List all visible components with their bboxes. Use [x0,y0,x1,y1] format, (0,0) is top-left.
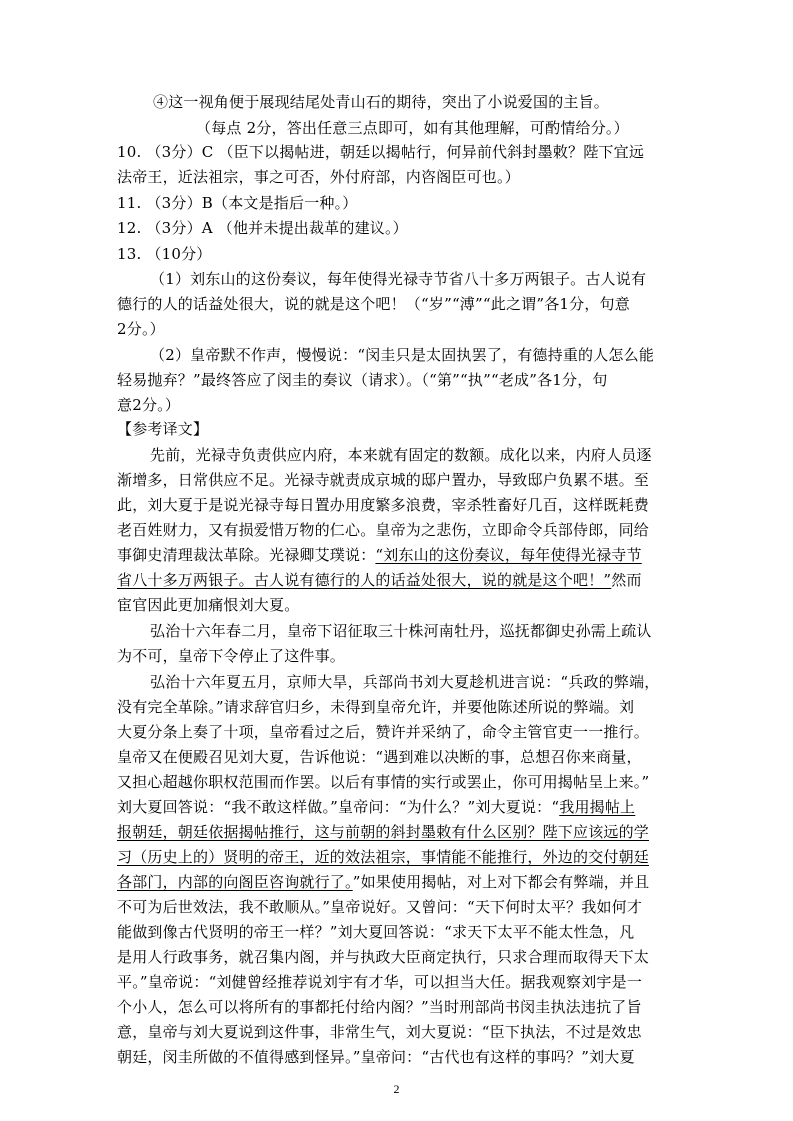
underlined-sentence: 我用揭帖上 [559,798,636,816]
translation-line: 皇帝又在便殿召见刘大夏，告诉他说：“遇到难以决断的事，总想召你来商量， [117,748,642,766]
translation-line [117,544,642,566]
translation-line: 大夏分条上奏了十项，皇帝看过之后，赞许并采纳了，命令主管官吏一一推行。 [117,723,650,741]
translation-heading: 【参考译文】 [117,420,209,438]
translation-line: 意，皇帝与刘大夏说到这件事，非常生气，刘大夏说：“臣下执法，不过是效忠 [117,1023,642,1041]
translation-line [117,569,642,591]
translation-line: 宦官因此更加痛恨刘大夏。 [117,596,300,614]
answer-12: 12. （3分）A （他并未提出裁革的建议。） [117,219,408,237]
answer-10-line-1: 10. （3分）C （臣下以揭帖进，朝廷以揭帖行，何异前代斜封墨敕？陛下宜远 [117,143,645,161]
translation-text: 然而 [611,571,642,589]
underlined-sentence: 各部门，内部的向阁臣咨询就行了。 [117,873,353,891]
answer-9-point-4: ④这一视角便于展现结尾处青山石的期待，突出了小说爱国的主旨。 [153,93,610,111]
answer-13-2-line-1: （2）皇帝默不作声，慢慢说：“闵圭只是太固执罢了，有德持重的人怎么能 [150,346,655,364]
translation-text: ”如果使用揭帖，对上对下都会有弊端，并且 [352,873,650,891]
page-number: 2 [393,1082,400,1096]
answer-11: 11. （3分）B（本文是指后一种。） [117,194,358,212]
underlined-sentence: “刘东山的这份奏议，每年使得光禄寺节 [375,546,642,564]
underlined-sentence: 省八十多万两银子。古人说有德行的人的话益处很大，说的就是这个吧！” [117,571,612,589]
translation-line: 弘治十六年夏五月，京师大旱，兵部尚书刘大夏趁机进言说：“兵政的弊端， [150,673,660,691]
translation-line: 个小人，怎么可以将所有的事都托付给内阁？”当时刑部尚书闵圭执法违抗了旨 [117,998,642,1016]
translation-line [117,796,635,818]
translation-line: 老百姓财力，又有损爱惜万物的仁心。皇帝为之悲伤，立即命令兵部侍郎，同给 [117,521,650,539]
translation-text: 刘大夏回答说：“我不敢这样做。”皇帝问：“为什么？”刘大夏说：“ [117,798,560,816]
translation-line: 渐增多，日常供应不足。光禄寺就责成京城的邸户置办，导致邸户负累不堪。至 [117,471,650,489]
translation-line: 能做到像古代贤明的帝王一样？”刘大夏回答说：“求天下太平不能太性急，凡 [117,923,635,941]
translation-line: 又担心超越你职权范围而作罢。以后有事情的实行或罢止，你可用揭帖呈上来。” [117,773,650,791]
answer-10-line-2: 法帝王，近法祖宗，事之可否，外付府部，内咨阁臣可也。） [117,168,520,186]
answer-13-1-line-1: （1）刘东山的这份奏议，每年使得光禄寺节省八十多万两银子。古人说有 [150,270,647,288]
translation-line: 此，刘大夏于是说光禄寺每日置办用度繁多浪费，宰杀牲畜好几百，这样既耗费 [117,496,650,514]
translation-line: 为不可，皇帝下令停止了这件事。 [117,647,346,665]
translation-line-underlined: 习（历史上的）贤明的帝王，近的效法祖宗，事情能不能推行，外边的交付朝廷 [117,848,650,866]
translation-line: 是用人行政事务，就召集内阁，并与执政大臣商定执行，只求合理而取得天下太 [117,948,650,966]
translation-line: 朝廷，闵圭所做的不值得感到怪异。”皇帝问：“古代也有这样的事吗？”刘大夏 [117,1048,635,1066]
translation-line [117,871,649,893]
translation-line-underlined: 报朝廷，朝廷依据揭帖推行，这与前朝的斜封墨敕有什么区别？陛下应该远的学 [117,823,650,841]
translation-line: 弘治十六年春二月，皇帝下诏征取三十株河南牡丹，巡抚都御史孙需上疏认 [150,622,652,640]
answer-9-scoring-note: （每点 2分，答出任意三点即可，如有其他理解，可酌情给分。） [196,119,629,137]
answer-13-1-line-3: 2分。） [117,320,165,338]
answer-13-2-line-2: 轻易抛弃？”最终答应了闵圭的奏议（请求）。（“第”“执”“老成”各1分，句 [117,371,608,389]
translation-line: 先前，光禄寺负责供应内府，本来就有固定的数额。成化以来，内府人员逐 [150,446,652,464]
answer-13-2-line-3: 意2分。） [117,396,181,414]
answer-13-1-line-2: 德行的人的话益处很大，说的就是这个吧！（“岁”“溥”“此之谓”各1分，句意 [117,295,630,313]
translation-text: 事御史清理裁汰革除。光禄卿艾璞说： [117,546,376,564]
translation-line: 没有完全革除。”请求辞官归乡，未得到皇帝允许，并要他陈述所说的弊端。刘 [117,698,635,716]
answer-13-heading: 13. （10分） [117,245,212,263]
translation-line: 平。”皇帝说：“刘健曾经推荐说刘宇有才华，可以担当大任。据我观察刘宇是一 [117,973,643,991]
translation-line: 不可为后世效法，我不敢顺从。”皇帝说好。又曾问：“天下何时太平？我如何才 [117,898,643,916]
